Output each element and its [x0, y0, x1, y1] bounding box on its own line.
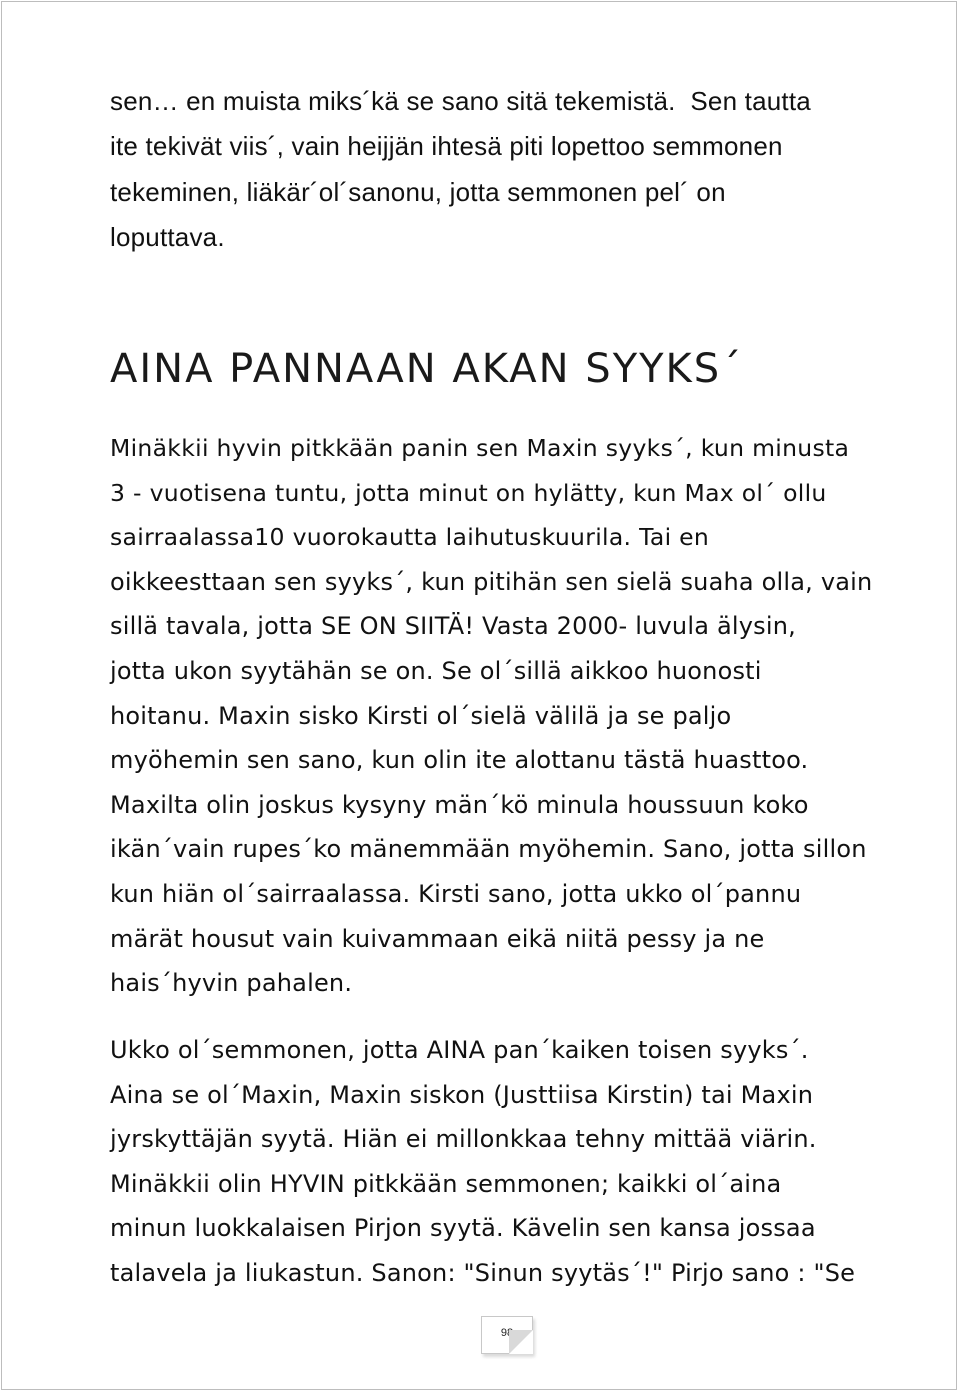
- text-line: Maxilta olin joskus kysyny män´kö minula houssuun koko: [110, 790, 809, 819]
- text-line: Aina se ol´Maxin, Maxin siskon (Justtiisa Kirstin) tai Maxin: [110, 1080, 814, 1109]
- text-line: Ukko ol´semmonen, jotta AINA pan´kaiken toisen syyks´.: [110, 1036, 809, 1064]
- text-line: 3 - vuotisena tuntu, jotta minut on hylätty, kun Max ol´ ollu: [110, 478, 827, 507]
- text-line: sen… en muista miks´kä se sano sitä tekemistä. Sen tautta: [110, 86, 811, 116]
- page-number: 98: [481, 1316, 533, 1354]
- text-line: hais´hyvin pahalen.: [110, 969, 353, 998]
- text-line: Minäkkii hyvin pitkkään panin sen Maxin syyks´, kun minusta: [110, 434, 850, 462]
- text-line: ite tekivät viis´, vain heijjän ihtesä piti lopettoo semmonen: [110, 131, 783, 162]
- text-line: talavela ja liukastun. Sanon: "Sinun syytäs´!" Pirjo sano : "Se: [110, 1258, 856, 1287]
- body-paragraph-1: [110, 428, 910, 1008]
- text-line: oikkeesttaan sen syyks´, kun pitihän sen sielä suaha olla, vain: [110, 567, 873, 596]
- text-line: minun luokkalaisen Pirjon syytä. Kävelin sen kansa jossaa: [110, 1214, 816, 1243]
- text-line: sillä tavala, jotta SE ON SIITÄ! Vasta 2000- luvula älysin,: [110, 612, 796, 641]
- text-line: kun hiän ol´sairraalassa. Kirsti sano, jotta ukko ol´pannu: [110, 879, 802, 908]
- intro-paragraph: [110, 84, 910, 265]
- text-line: märät housut vain kuivammaan eikä niitä pessy ja ne: [110, 924, 765, 953]
- text-line: myöhemin sen sano, kun olin ite alottanu tästä huasttoo.: [110, 746, 809, 775]
- text-line: ikän´vain rupes´ko mänemmään myöhemin. Sano, jotta sillon: [110, 835, 867, 864]
- text-line: loputtava.: [110, 221, 225, 252]
- text-line: sairraalassa10 vuorokautta laihutuskuurila. Tai en: [110, 523, 710, 552]
- text-line: Minäkkii olin HYVIN pitkkään semmonen; kaikki ol´aina: [110, 1169, 782, 1198]
- text-line: tekeminen, liäkär´ol´sanonu, jotta semmonen pel´ on: [110, 176, 726, 207]
- text-line: hoitanu. Maxin sisko Kirsti ol´sielä välilä ja se paljo: [110, 701, 732, 730]
- body-paragraph-2: [110, 1030, 910, 1298]
- text-line: jotta ukon syytähän se on. Se ol´sillä aikkoo huonosti: [110, 656, 762, 685]
- text-line: jyrskyttäjän syytä. Hiän ei millonkkaa tehny mittää viärin.: [110, 1125, 817, 1154]
- section-heading: AINA PANNAAN AKAN SYYKS´: [110, 346, 744, 392]
